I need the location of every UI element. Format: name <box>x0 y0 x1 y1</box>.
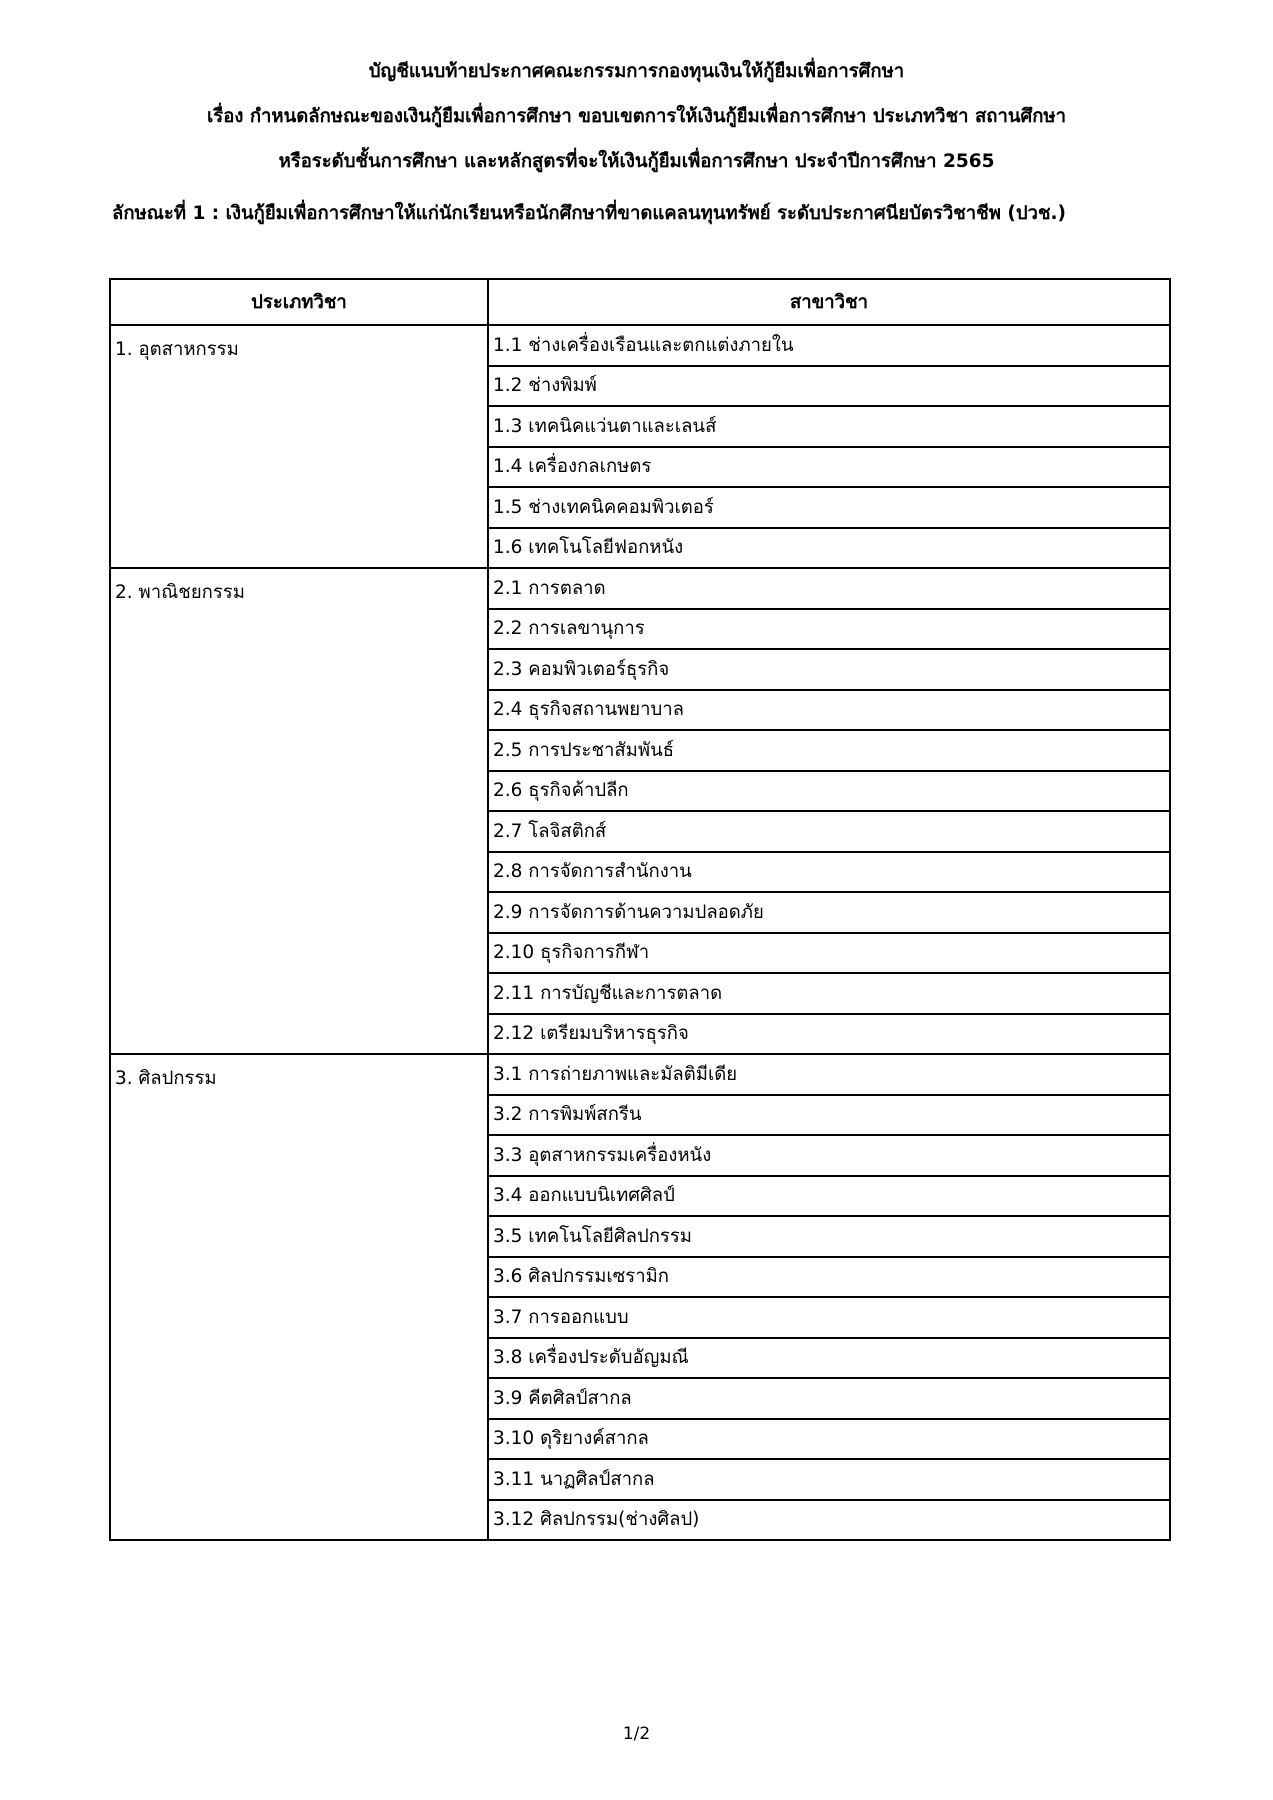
major-cell: 2.4 ธุรกิจสถานพยาบาล <box>488 690 1170 731</box>
category-cell: 2. พาณิชยกรรม <box>110 568 488 1054</box>
major-cell: 1.3 เทคนิคแว่นตาและเลนส์ <box>488 406 1170 447</box>
table-row <box>110 568 1170 609</box>
header-characteristic-line: ลักษณะที่ 1 : เงินกู้ยืมเพื่อการศึกษาให้แก่นักเรียนหรือนักศึกษาที่ขาดแคลนทุนทรัพย์ ระดับประกาศนียบัตรวิชาชีพ (ปวช.) <box>112 203 1066 224</box>
column-header-category: ประเภทวิชา <box>110 279 488 325</box>
header-subject-line-3: หรือระดับชั้นการศึกษา และหลักสูตรที่จะให้เงินกู้ยืมเพื่อการศึกษา ประจำปีการศึกษา 2565 <box>278 151 995 172</box>
table-row <box>110 1054 1170 1095</box>
major-cell: 1.2 ช่างพิมพ์ <box>488 366 1170 407</box>
major-cell: 3.4 ออกแบบนิเทศศิลป์ <box>488 1176 1170 1217</box>
major-cell: 3.7 การออกแบบ <box>488 1297 1170 1338</box>
page-number: 1/2 <box>622 1724 651 1744</box>
table-body <box>110 325 1170 1540</box>
major-cell: 1.1 ช่างเครื่องเรือนและตกแต่งภายใน <box>488 325 1170 366</box>
table-header-row <box>110 279 1170 325</box>
major-cell: 3.1 การถ่ายภาพและมัลติมีเดีย <box>488 1054 1170 1095</box>
major-cell: 2.3 คอมพิวเตอร์ธุรกิจ <box>488 649 1170 690</box>
major-cell: 3.12 ศิลปกรรม(ช่างศิลป) <box>488 1500 1170 1541</box>
majors-table <box>109 278 1171 1541</box>
category-cell: 1. อุตสาหกรรม <box>110 325 488 568</box>
major-cell: 2.10 ธุรกิจการกีฬา <box>488 933 1170 974</box>
major-cell: 2.6 ธุรกิจค้าปลีก <box>488 771 1170 812</box>
major-cell: 2.9 การจัดการด้านความปลอดภัย <box>488 892 1170 933</box>
major-cell: 3.11 นาฏศิลป์สากล <box>488 1459 1170 1500</box>
major-cell: 1.5 ช่างเทคนิคคอมพิวเตอร์ <box>488 487 1170 528</box>
major-cell: 3.2 การพิมพ์สกรีน <box>488 1095 1170 1136</box>
header-subject-line-2: เรื่อง กำหนดลักษณะของเงินกู้ยืมเพื่อการศึกษา ขอบเขตการให้เงินกู้ยืมเพื่อการศึกษา ประเภทวิชา สถานศึกษา <box>206 106 1067 127</box>
table-row <box>110 325 1170 366</box>
major-cell: 3.3 อุตสาหกรรมเครื่องหนัง <box>488 1135 1170 1176</box>
major-cell: 1.6 เทคโนโลยีฟอกหนัง <box>488 528 1170 569</box>
major-cell: 2.8 การจัดการสำนักงาน <box>488 852 1170 893</box>
header-title-line-1: บัญชีแนบท้ายประกาศคณะกรรมการกองทุนเงินให้กู้ยืมเพื่อการศึกษา <box>368 61 905 82</box>
major-cell: 2.1 การตลาด <box>488 568 1170 609</box>
major-cell: 1.4 เครื่องกลเกษตร <box>488 447 1170 488</box>
document-header <box>0 61 1273 224</box>
column-header-major: สาขาวิชา <box>488 279 1170 325</box>
major-cell: 3.9 คีตศิลป์สากล <box>488 1378 1170 1419</box>
major-cell: 3.8 เครื่องประดับอัญมณี <box>488 1338 1170 1379</box>
major-cell: 2.7 โลจิสติกส์ <box>488 811 1170 852</box>
major-cell: 2.2 การเลขานุการ <box>488 609 1170 650</box>
major-cell: 3.6 ศิลปกรรมเซรามิก <box>488 1257 1170 1298</box>
major-cell: 2.5 การประชาสัมพันธ์ <box>488 730 1170 771</box>
major-cell: 2.11 การบัญชีและการตลาด <box>488 973 1170 1014</box>
major-cell: 2.12 เตรียมบริหารธุรกิจ <box>488 1014 1170 1055</box>
major-cell: 3.5 เทคโนโลยีศิลปกรรม <box>488 1216 1170 1257</box>
major-cell: 3.10 ดุริยางค์สากล <box>488 1419 1170 1460</box>
category-cell: 3. ศิลปกรรม <box>110 1054 488 1540</box>
